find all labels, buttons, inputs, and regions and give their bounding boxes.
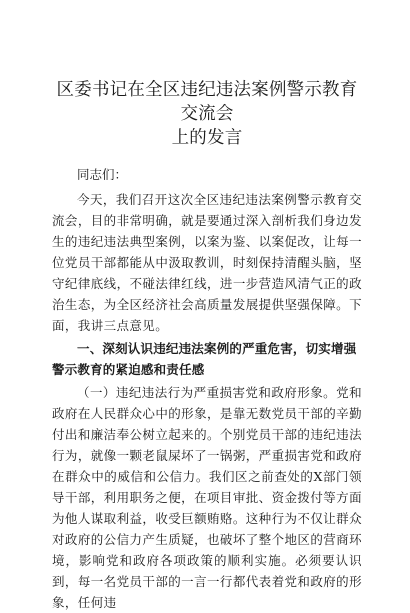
- salutation: 同志们：: [77, 167, 128, 182]
- document-title: [52, 78, 362, 150]
- title-line-1: 区委书记在全区违纪违法案例警示教育交流会: [56, 80, 358, 124]
- intro-paragraph: 今天，我们召开这次全区违纪违法案例警示教育交流会，目的非常明确，就是要通过深入剖析我们身边发生的违纪违法典型案例，以案为鉴、以案促改，让每一位党员干部都能从中汲取教训，时刻保持清醒头脑，坚守纪律底线，不碰法律红线，进一步营造风清气正的政治生态，为全区经济社会高质量发展提供坚强保障。下面，我讲三点意见。: [52, 192, 362, 333]
- section-1-paragraph: （一）违纪违法行为严重损害党和政府形象。党和政府在人民群众心中的形象，是靠无数党员干部的辛勤付出和廉洁奉公树立起来的。个别党员干部的违纪违法行为，就像一颗老鼠屎坏了一锅粥，严重损害党和政府在群众中的威信和公信力。我们区之前查处的X部门领导干部，利用职务之便，在项目审批、资金拨付等方面为他人谋取利益，收受巨额贿赂。这种行为不仅让群众对政府的公信力产生质疑，也破坏了整个地区的营商环境，影响党和政府各项政策的顺利实施。必须要认识到，每一名党员干部的一言一行都代表着党和政府的形象，任何违: [52, 385, 362, 610]
- title-line-2: 上的发言: [171, 128, 243, 148]
- section-heading-1: 一、深刻认识违纪违法案例的严重危害，切实增强警示教育的紧迫感和责任感: [52, 341, 357, 377]
